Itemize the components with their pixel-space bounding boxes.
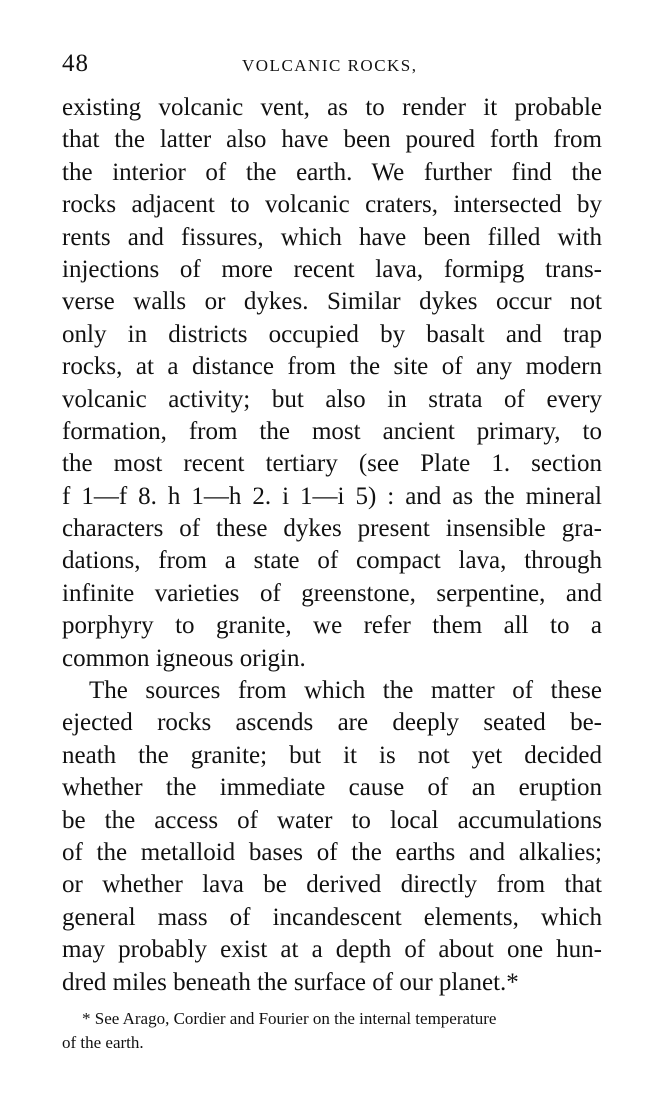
- footnote-line: * See Arago, Cordier and Fourier on the internal temperature: [82, 1009, 497, 1028]
- text-line: dations, from a state of compact lava, through: [62, 547, 602, 575]
- running-head: VOLCANIC ROCKS,: [242, 56, 418, 75]
- text-line: the interior of the earth. We further find the: [62, 158, 602, 186]
- text-line: be the access of water to local accumulations: [62, 806, 602, 834]
- text-line: of the metalloid bases of the earths and alkalies;: [62, 838, 602, 866]
- text-line: infinite varieties of greenstone, serpentine, and: [62, 579, 602, 607]
- text-line: or whether lava be derived directly from that: [62, 871, 602, 899]
- text-line: may probably exist at a depth of about one hun-: [62, 936, 602, 964]
- text-line: neath the granite; but it is not yet decided: [62, 741, 602, 769]
- text-line: formation, from the most ancient primary, to: [62, 417, 602, 445]
- text-line: ejected rocks ascends are deeply seated be-: [62, 709, 602, 737]
- text-line: general mass of incandescent elements, which: [62, 903, 602, 931]
- page-header: [62, 50, 604, 80]
- text-line: verse walls or dykes. Similar dykes occur not: [62, 288, 602, 316]
- text-line: the most recent tertiary (see Plate 1. section: [62, 450, 602, 478]
- body-text: [62, 92, 602, 999]
- text-line: The sources from which the matter of these: [89, 677, 602, 705]
- text-line: dred miles beneath the surface of our planet.*: [62, 968, 519, 996]
- text-line: that the latter also have been poured forth from: [62, 126, 602, 154]
- text-line: whether the immediate cause of an eruption: [62, 774, 602, 802]
- footnote-line: of the earth.: [62, 1033, 144, 1052]
- text-line: f 1—f 8. h 1—h 2. i 1—i 5) : and as the mineral: [62, 482, 602, 510]
- paragraph: [62, 92, 602, 675]
- text-line: rocks, at a distance from the site of any modern: [62, 353, 602, 381]
- text-line: rocks adjacent to volcanic craters, intersected by: [62, 191, 602, 219]
- text-line: common igneous origin.: [62, 644, 306, 672]
- text-line: rents and fissures, which have been filled with: [62, 223, 602, 251]
- page-number: 48: [62, 50, 89, 77]
- text-line: volcanic activity; but also in strata of every: [62, 385, 602, 413]
- text-line: injections of more recent lava, formipg trans-: [62, 255, 602, 283]
- text-line: only in districts occupied by basalt and trap: [62, 320, 602, 348]
- text-line: porphyry to granite, we refer them all to a: [62, 612, 602, 640]
- paragraph: [62, 675, 602, 999]
- text-line: existing volcanic vent, as to render it probable: [62, 94, 602, 121]
- text-line: characters of these dykes present insensible gra-: [62, 515, 602, 543]
- footnote: [62, 1007, 602, 1055]
